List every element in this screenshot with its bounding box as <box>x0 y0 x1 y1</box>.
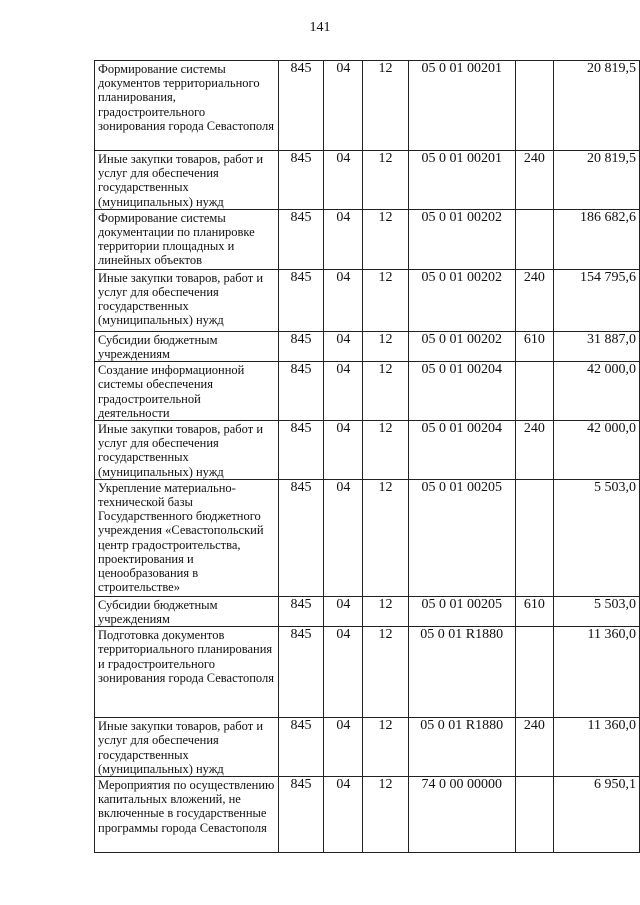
row-name-cell: Укрепление материально-технической базы Государственного бюджетного учреждения «Севастопольский центр градостроительства, проектирования и ценообразования в строительстве» <box>95 479 279 596</box>
row-section-cell: 04 <box>324 362 363 421</box>
row-subsection-cell: 12 <box>363 331 408 361</box>
page-number: 141 <box>309 20 331 35</box>
row-expense-type-cell <box>515 479 553 596</box>
row-grbs-cell: 845 <box>278 777 324 853</box>
row-expense-type-cell: 610 <box>515 331 553 361</box>
row-grbs-cell: 845 <box>278 269 324 331</box>
row-expense-type-cell <box>515 61 553 151</box>
row-amount-cell: 5 503,0 <box>554 596 640 626</box>
table-row <box>95 362 640 421</box>
table-row <box>95 777 640 853</box>
row-section-cell: 04 <box>324 209 363 269</box>
row-expense-type-cell: 240 <box>515 718 553 777</box>
row-grbs-cell: 845 <box>278 596 324 626</box>
row-section-cell: 04 <box>324 718 363 777</box>
row-subsection-cell: 12 <box>363 596 408 626</box>
row-name-cell: Иные закупки товаров, работ и услуг для обеспечения государственных (муниципальных) нужд <box>95 718 279 777</box>
row-subsection-cell: 12 <box>363 61 408 151</box>
row-expense-type-cell: 240 <box>515 151 553 210</box>
row-section-cell: 04 <box>324 269 363 331</box>
row-name-cell: Формирование системы документации по планировке территории площадных и линейных объектов <box>95 209 279 269</box>
row-amount-cell: 20 819,5 <box>554 61 640 151</box>
row-section-cell: 04 <box>324 151 363 210</box>
row-grbs-cell: 845 <box>278 479 324 596</box>
row-amount-cell: 5 503,0 <box>554 479 640 596</box>
row-subsection-cell: 12 <box>363 269 408 331</box>
row-section-cell: 04 <box>324 627 363 718</box>
row-name-cell: Подготовка документов территориального планирования и градостроительного зонирования города Севастополя <box>95 627 279 718</box>
row-name-cell: Субсидии бюджетным учреждениям <box>95 596 279 626</box>
row-amount-cell: 186 682,6 <box>554 209 640 269</box>
row-subsection-cell: 12 <box>363 151 408 210</box>
row-subsection-cell: 12 <box>363 362 408 421</box>
row-grbs-cell: 845 <box>278 331 324 361</box>
table-row <box>95 479 640 596</box>
row-name-cell: Субсидии бюджетным учреждениям <box>95 331 279 361</box>
row-name-cell: Иные закупки товаров, работ и услуг для обеспечения государственных (муниципальных) нужд <box>95 269 279 331</box>
row-amount-cell: 11 360,0 <box>554 627 640 718</box>
table-row <box>95 718 640 777</box>
row-name-cell: Иные закупки товаров, работ и услуг для обеспечения государственных (муниципальных) нужд <box>95 421 279 480</box>
budget-table-body <box>95 61 640 853</box>
table-row <box>95 61 640 151</box>
table-row <box>95 209 640 269</box>
row-expense-type-cell <box>515 362 553 421</box>
row-target-article-cell: 05 0 01 R1880 <box>408 627 515 718</box>
budget-table <box>94 60 640 853</box>
row-target-article-cell: 05 0 01 00201 <box>408 151 515 210</box>
table-row <box>95 421 640 480</box>
row-subsection-cell: 12 <box>363 718 408 777</box>
row-target-article-cell: 05 0 01 00202 <box>408 209 515 269</box>
table-row <box>95 596 640 626</box>
row-subsection-cell: 12 <box>363 627 408 718</box>
row-target-article-cell: 05 0 01 00205 <box>408 596 515 626</box>
row-target-article-cell: 05 0 01 00205 <box>408 479 515 596</box>
row-expense-type-cell: 240 <box>515 269 553 331</box>
row-section-cell: 04 <box>324 61 363 151</box>
row-target-article-cell: 05 0 01 00202 <box>408 269 515 331</box>
row-grbs-cell: 845 <box>278 151 324 210</box>
table-row <box>95 269 640 331</box>
row-name-cell: Создание информационной системы обеспечения градостроительной деятельности <box>95 362 279 421</box>
row-amount-cell: 11 360,0 <box>554 718 640 777</box>
row-target-article-cell: 05 0 01 00201 <box>408 61 515 151</box>
row-grbs-cell: 845 <box>278 718 324 777</box>
row-subsection-cell: 12 <box>363 479 408 596</box>
row-target-article-cell: 05 0 01 00204 <box>408 421 515 480</box>
row-section-cell: 04 <box>324 777 363 853</box>
row-grbs-cell: 845 <box>278 209 324 269</box>
row-target-article-cell: 05 0 01 R1880 <box>408 718 515 777</box>
row-name-cell: Мероприятия по осуществлению капитальных вложений, не включенные в государственные программы города Севастополя <box>95 777 279 853</box>
row-section-cell: 04 <box>324 421 363 480</box>
row-amount-cell: 154 795,6 <box>554 269 640 331</box>
row-subsection-cell: 12 <box>363 777 408 853</box>
row-grbs-cell: 845 <box>278 421 324 480</box>
table-row <box>95 331 640 361</box>
row-amount-cell: 6 950,1 <box>554 777 640 853</box>
row-expense-type-cell: 240 <box>515 421 553 480</box>
row-amount-cell: 42 000,0 <box>554 362 640 421</box>
row-amount-cell: 31 887,0 <box>554 331 640 361</box>
row-target-article-cell: 05 0 01 00204 <box>408 362 515 421</box>
row-section-cell: 04 <box>324 596 363 626</box>
row-grbs-cell: 845 <box>278 362 324 421</box>
row-name-cell: Формирование системы документов территориального планирования, градостроительного зонирования города Севастополя <box>95 61 279 151</box>
row-amount-cell: 42 000,0 <box>554 421 640 480</box>
row-grbs-cell: 845 <box>278 61 324 151</box>
row-section-cell: 04 <box>324 331 363 361</box>
row-target-article-cell: 74 0 00 00000 <box>408 777 515 853</box>
row-amount-cell: 20 819,5 <box>554 151 640 210</box>
row-subsection-cell: 12 <box>363 209 408 269</box>
row-subsection-cell: 12 <box>363 421 408 480</box>
row-name-cell: Иные закупки товаров, работ и услуг для обеспечения государственных (муниципальных) нужд <box>95 151 279 210</box>
row-section-cell: 04 <box>324 479 363 596</box>
row-expense-type-cell <box>515 209 553 269</box>
row-expense-type-cell <box>515 627 553 718</box>
table-row <box>95 151 640 210</box>
row-expense-type-cell <box>515 777 553 853</box>
row-expense-type-cell: 610 <box>515 596 553 626</box>
row-grbs-cell: 845 <box>278 627 324 718</box>
row-target-article-cell: 05 0 01 00202 <box>408 331 515 361</box>
table-row <box>95 627 640 718</box>
